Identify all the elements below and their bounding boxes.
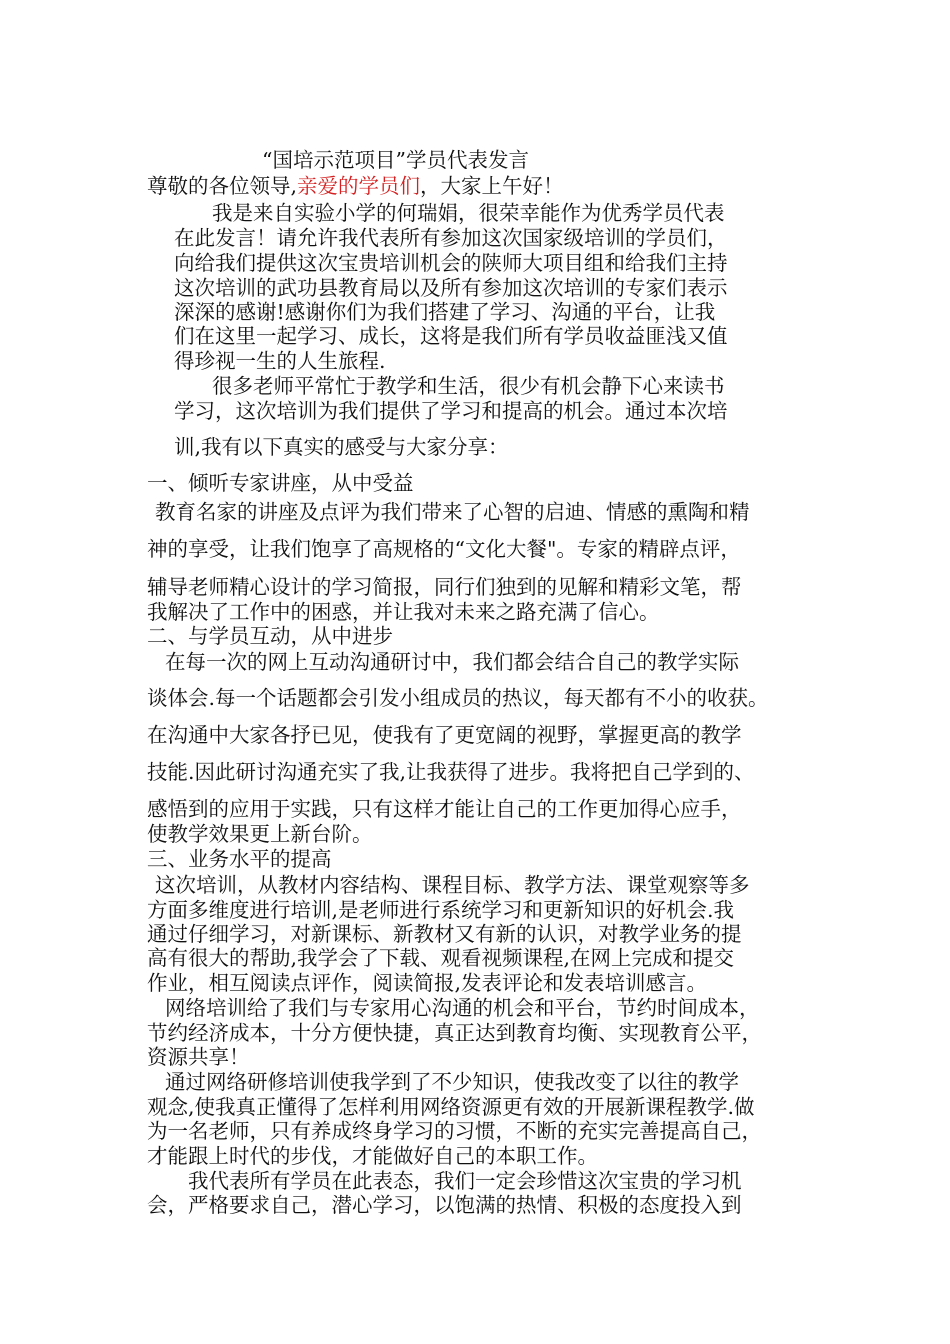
greeting-highlight: 亲爱的学员们: [297, 174, 421, 198]
paragraph-line: 深深的感谢!感谢你们为我们搭建了学习、沟通的平台，让我: [174, 300, 716, 324]
greeting-text: 尊敬的各位领导,: [147, 174, 298, 198]
paragraph-line: 这次培训，从教材内容结构、课程目标、教学方法、课堂观察等多: [155, 873, 750, 897]
paragraph-line: 神的享受，让我们饱享了高规格的“文化大餐"。专家的精辟点评，: [147, 537, 741, 561]
paragraph-line: 我代表所有学员在此表态，我们一定会珍惜这次宝贵的学习机: [188, 1169, 742, 1193]
paragraph-line: 我是来自实验小学的何瑞娟，很荣幸能作为优秀学员代表: [212, 201, 725, 225]
paragraph-line: 们在这里一起学习、成长，这将是我们所有学员收益匪浅又值: [174, 324, 728, 348]
paragraph-line: 使教学效果更上新台阶。: [147, 822, 373, 846]
paragraph-line: 会，严格要求自己，潜心学习，以饱满的热情、积极的态度投入到: [147, 1193, 742, 1217]
section-heading: 三、业务水平的提高: [147, 847, 332, 871]
paragraph-line: 我解决了工作中的困惑，并让我对未来之路充满了信心。: [147, 600, 660, 624]
paragraph-line: 感悟到的应用于实践，只有这样才能让自己的工作更加得心应手，: [147, 797, 742, 821]
paragraph-line: 在此发言！请允许我代表所有参加这次国家级培训的学员们，: [174, 226, 728, 250]
paragraph-line: 很多老师平常忙于教学和生活，很少有机会静下心来读书: [212, 374, 725, 398]
paragraph-line: 谈体会.每一个话题都会引发小组成员的热议，每天都有不小的收获。: [147, 686, 769, 710]
paragraph-line: 辅导老师精心设计的学习简报，同行们独到的见解和精彩文笔，帮: [147, 575, 742, 599]
section-heading: 一、倾听专家讲座，从中受益: [147, 471, 414, 495]
paragraph-line: 为一名老师，只有养成终身学习的习惯，不断的充实完善提高自己，: [147, 1119, 762, 1143]
greeting-text: ，大家上午好！: [420, 174, 564, 198]
paragraph-line: 观念,使我真正懂得了怎样利用网络资源更有效的开展新课程教学.做: [147, 1095, 755, 1119]
paragraph-line: 在沟通中大家各抒已见，使我有了更宽阔的视野，掌握更高的教学: [147, 723, 742, 747]
paragraph-line: 训,我有以下真实的感受与大家分享：: [174, 435, 509, 459]
paragraph-line: 节约经济成本，十分方便快捷，真正达到教育均衡、实现教育公平，: [147, 1021, 762, 1045]
document-title: “国培示范项目”学员代表发言: [262, 148, 529, 172]
paragraph-line: 方面多维度进行培训,是老师进行系统学习和更新知识的好机会.我: [147, 898, 735, 922]
paragraph-line: 得珍视一生的人生旅程.: [174, 349, 386, 373]
paragraph-line: 网络培训给了我们与专家用心沟通的机会和平台，节约时间成本，: [165, 996, 760, 1020]
paragraph-line: 作业，相互阅读点评作，阅读简报,发表评论和发表培训感言。: [147, 971, 708, 995]
paragraph-line: 资源共享！: [147, 1045, 250, 1069]
paragraph-line: 向给我们提供这次宝贵培训机会的陕师大项目组和给我们主持: [174, 251, 728, 275]
paragraph-line: 技能.因此研讨沟通充实了我,让我获得了进步。我将把自己学到的、: [147, 760, 755, 784]
paragraph-line: 在每一次的网上互动沟通研讨中，我们都会结合自己的教学实际: [165, 650, 739, 674]
paragraph-line: 教育名家的讲座及点评为我们带来了心智的启迪、情感的熏陶和精: [155, 500, 750, 524]
paragraph-line: 才能跟上时代的步伐，才能做好自己的本职工作。: [147, 1144, 598, 1168]
paragraph-line: 学习，这次培训为我们提供了学习和提高的机会。通过本次培: [174, 399, 728, 423]
section-heading: 二、与学员互动，从中进步: [147, 624, 393, 648]
greeting-line: [147, 174, 564, 198]
paragraph-line: 这次培训的武功县教育局以及所有参加这次培训的专家们表示: [174, 276, 728, 300]
paragraph-line: 通过网络研修培训使我学到了不少知识，使我改变了以往的教学: [165, 1070, 739, 1094]
paragraph-line: 高有很大的帮助,我学会了下载、观看视频课程,在网上完成和提交: [147, 946, 735, 970]
paragraph-line: 通过仔细学习，对新课标、新教材又有新的认识，对教学业务的提: [147, 922, 742, 946]
